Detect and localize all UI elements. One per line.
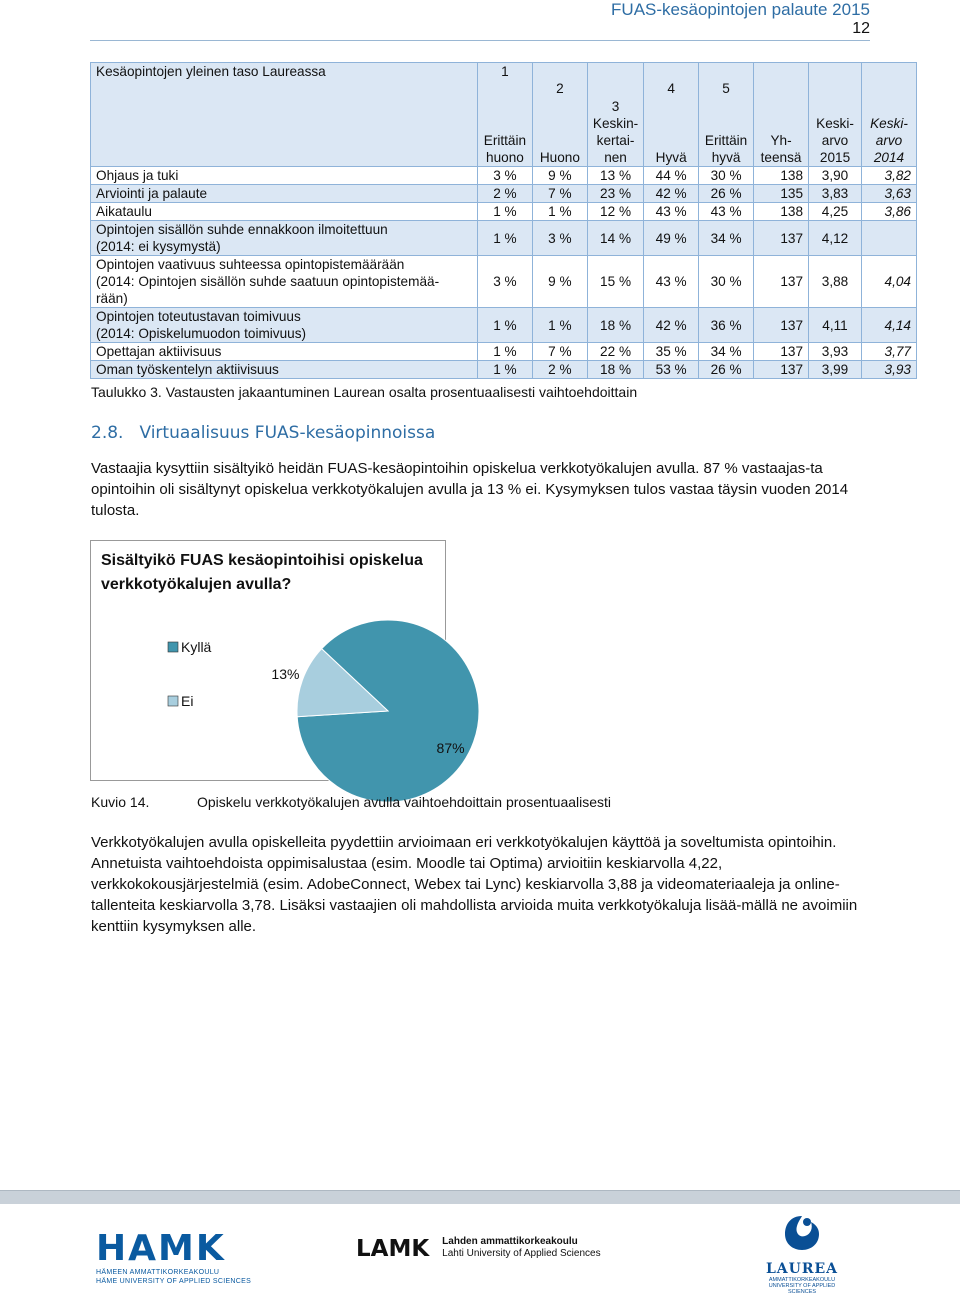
table-cell (862, 221, 917, 256)
pie-chart-svg (91, 541, 465, 782)
table-cell: 4,04 (862, 256, 917, 308)
table-row (91, 361, 917, 379)
table-cell: 3,86 (862, 203, 917, 221)
table-cell: 43 % (644, 256, 699, 308)
table-cell: 7 % (532, 343, 587, 361)
table-cell: 18 % (587, 361, 643, 379)
table-cell: 1 % (477, 203, 532, 221)
col-head-1: 1 Erittäin huono (477, 63, 532, 167)
table-cell: 30 % (699, 167, 754, 185)
table-cell: 1 % (532, 203, 587, 221)
row-label: Opintojen vaativuus suhteessa opintopistemäärään (2014: Opintojen sisällön suhde saatuun opintopistemää- rään) (91, 256, 478, 308)
chart-title: Sisältyikö FUAS kesäopintoihisi opiskelua verkkotyökalujen avulla? (101, 552, 423, 593)
table-cell: 14 % (587, 221, 643, 256)
table-cell: 138 (754, 167, 809, 185)
pie-data-label: 13% (271, 666, 300, 683)
table-cell: 135 (754, 185, 809, 203)
table-cell: 137 (754, 256, 809, 308)
row-label: Oman työskentelyn aktiivisuus (91, 361, 478, 379)
table-cell: 13 % (587, 167, 643, 185)
table-row (91, 343, 917, 361)
legend-swatch (168, 642, 178, 652)
legend-label: Ei (181, 693, 194, 709)
table-cell: 9 % (532, 256, 587, 308)
table-cell: 9 % (532, 167, 587, 185)
table-cell: 1 % (477, 343, 532, 361)
table-row (91, 308, 917, 343)
table-row (91, 203, 917, 221)
table-cell: 3,88 (809, 256, 862, 308)
figure-number: Kuvio 14. (91, 794, 150, 810)
section-title: Virtuaalisuus FUAS-kesäopinnoissa (139, 423, 436, 443)
table-cell: 137 (754, 361, 809, 379)
table-cell: 4,11 (809, 308, 862, 343)
section-number: 2.8. (91, 423, 124, 443)
table-cell: 15 % (587, 256, 643, 308)
table-cell: 26 % (699, 185, 754, 203)
page-footer (0, 1204, 960, 1295)
table-cell: 138 (754, 203, 809, 221)
table-cell: 44 % (644, 167, 699, 185)
table-row (91, 256, 917, 308)
table-cell: 2 % (532, 361, 587, 379)
running-header-title: FUAS-kesäopintojen palaute 2015 (611, 0, 870, 19)
table-cell: 3,63 (862, 185, 917, 203)
table-cell: 23 % (587, 185, 643, 203)
table-cell: 34 % (699, 221, 754, 256)
row-label: Ohjaus ja tuki (91, 167, 478, 185)
table-cell: 1 % (477, 308, 532, 343)
table-cell: 1 % (532, 308, 587, 343)
table-cell: 3 % (532, 221, 587, 256)
lamk-logo: LAMK Lahden ammattikorkeakoulu Lahti University of Applied Sciences (356, 1236, 601, 1262)
pie-data-label: 87% (436, 739, 465, 756)
col-head-avg-2014: Keski- arvo 2014 (862, 63, 917, 167)
table-cell: 137 (754, 221, 809, 256)
table-cell: 4,12 (809, 221, 862, 256)
legend-swatch (168, 696, 178, 706)
table-cell: 26 % (699, 361, 754, 379)
table-cell: 4,14 (862, 308, 917, 343)
table-header-row (91, 63, 917, 167)
table-body (91, 167, 917, 379)
table-cell: 3 % (477, 167, 532, 185)
table-row (91, 221, 917, 256)
col-head-3: 3 Keskin- kertai- nen (587, 63, 643, 167)
table-cell: 3 % (477, 256, 532, 308)
table-cell: 3,93 (809, 343, 862, 361)
table-cell: 42 % (644, 308, 699, 343)
col-head-avg-2015: Keski- arvo 2015 (809, 63, 862, 167)
page-header (0, 0, 960, 40)
section-heading (91, 423, 435, 443)
pie-chart (90, 540, 465, 781)
page-number: 12 (852, 20, 870, 37)
col-head-4: 4 Hyvä (644, 63, 699, 167)
table-cell: 137 (754, 343, 809, 361)
table-cell: 12 % (587, 203, 643, 221)
row-label: Opintojen toteutustavan toimivuus (2014: Opiskelumuodon toimivuus) (91, 308, 478, 343)
table-cell: 4,25 (809, 203, 862, 221)
figure-caption (91, 794, 612, 810)
table-cell: 30 % (699, 256, 754, 308)
col-head-2: 2 Huono (532, 63, 587, 167)
col-head-5: 5 Erittäin hyvä (699, 63, 754, 167)
table-cell: 35 % (644, 343, 699, 361)
table-cell: 3,99 (809, 361, 862, 379)
table-cell: 1 % (477, 361, 532, 379)
table-cell: 49 % (644, 221, 699, 256)
laurea-emblem-icon (777, 1212, 827, 1254)
paragraph-tools: Verkkotyökalujen avulla opiskelleita pyydettiin arvioimaan eri verkkotyökalujen käyttöä ja soveltumista opintoihin. Annetuista vaihtoehdoista oppimisalustaa (esim. Moodle tai Optima) arvioitiin keskiarvolla 4,22, verkkokokousjärjestelmiä (esim. AdobeConnect, Webex tai Lync) keskiarvolla 3,88 ja videomateriaaleja ja online-tallenteita keskiarvolla 3,78. Lisäksi vastaajien oli mahdollista arvioida muita verkkotyökaluja lisää-mällä ne avoimiin kenttiin kysymyksen alle. (91, 834, 858, 935)
table-cell: 3,77 (862, 343, 917, 361)
table-cell: 34 % (699, 343, 754, 361)
paragraph-intro: Vastaajia kysyttiin sisältyikö heidän FUAS-kesäopintoihin opiskelua verkkotyökalujen avulla. 87 % vastaajas-ta opintoihin oli sisältynyt opiskelua verkkotyökalujen avulla ja 13 % ei. Kysymyksen tulos vastaa täysin vuoden 2014 tulosta. (91, 460, 849, 519)
row-label: Opintojen sisällön suhde ennakkoon ilmoitettuun (2014: ei kysymystä) (91, 221, 478, 256)
legend-label: Kyllä (181, 639, 212, 655)
table-cell: 3,82 (862, 167, 917, 185)
footer-bar (0, 1190, 960, 1204)
hamk-logo: HAMK HÄMEEN AMMATTIKORKEAKOULU HÄME UNIVERSITY OF APPLIED SCIENCES (96, 1228, 252, 1285)
figure-caption-text: Opiskelu verkkotyökalujen avulla vaihtoehdoittain prosentuaalisesti (197, 794, 612, 810)
table-cell: 43 % (644, 203, 699, 221)
table-cell: 53 % (644, 361, 699, 379)
table-cell: 3,83 (809, 185, 862, 203)
table-cell: 36 % (699, 308, 754, 343)
table-cell: 22 % (587, 343, 643, 361)
table-cell: 2 % (477, 185, 532, 203)
table-row (91, 167, 917, 185)
table-cell: 1 % (477, 221, 532, 256)
table-row (91, 185, 917, 203)
table-cell: 3,93 (862, 361, 917, 379)
header-divider (90, 40, 870, 41)
row-label: Arviointi ja palaute (91, 185, 478, 203)
col-head-total: Yh- teensä (754, 63, 809, 167)
table-title: Kesäopintojen yleinen taso Laureassa (91, 63, 478, 167)
table-cell: 3,90 (809, 167, 862, 185)
table-cell: 137 (754, 308, 809, 343)
row-label: Aikataulu (91, 203, 478, 221)
table-cell: 18 % (587, 308, 643, 343)
table-caption: Taulukko 3. Vastausten jakaantuminen Laurean osalta prosentuaalisesti vaihtoehdoittain (91, 384, 638, 400)
table-cell: 42 % (644, 185, 699, 203)
table-cell: 43 % (699, 203, 754, 221)
laurea-logo: LAUREA AMMATTIKORKEAKOULU UNIVERSITY OF APPLIED SCIENCES (760, 1212, 844, 1295)
survey-table (90, 62, 917, 379)
table-cell: 7 % (532, 185, 587, 203)
row-label: Opettajan aktiivisuus (91, 343, 478, 361)
